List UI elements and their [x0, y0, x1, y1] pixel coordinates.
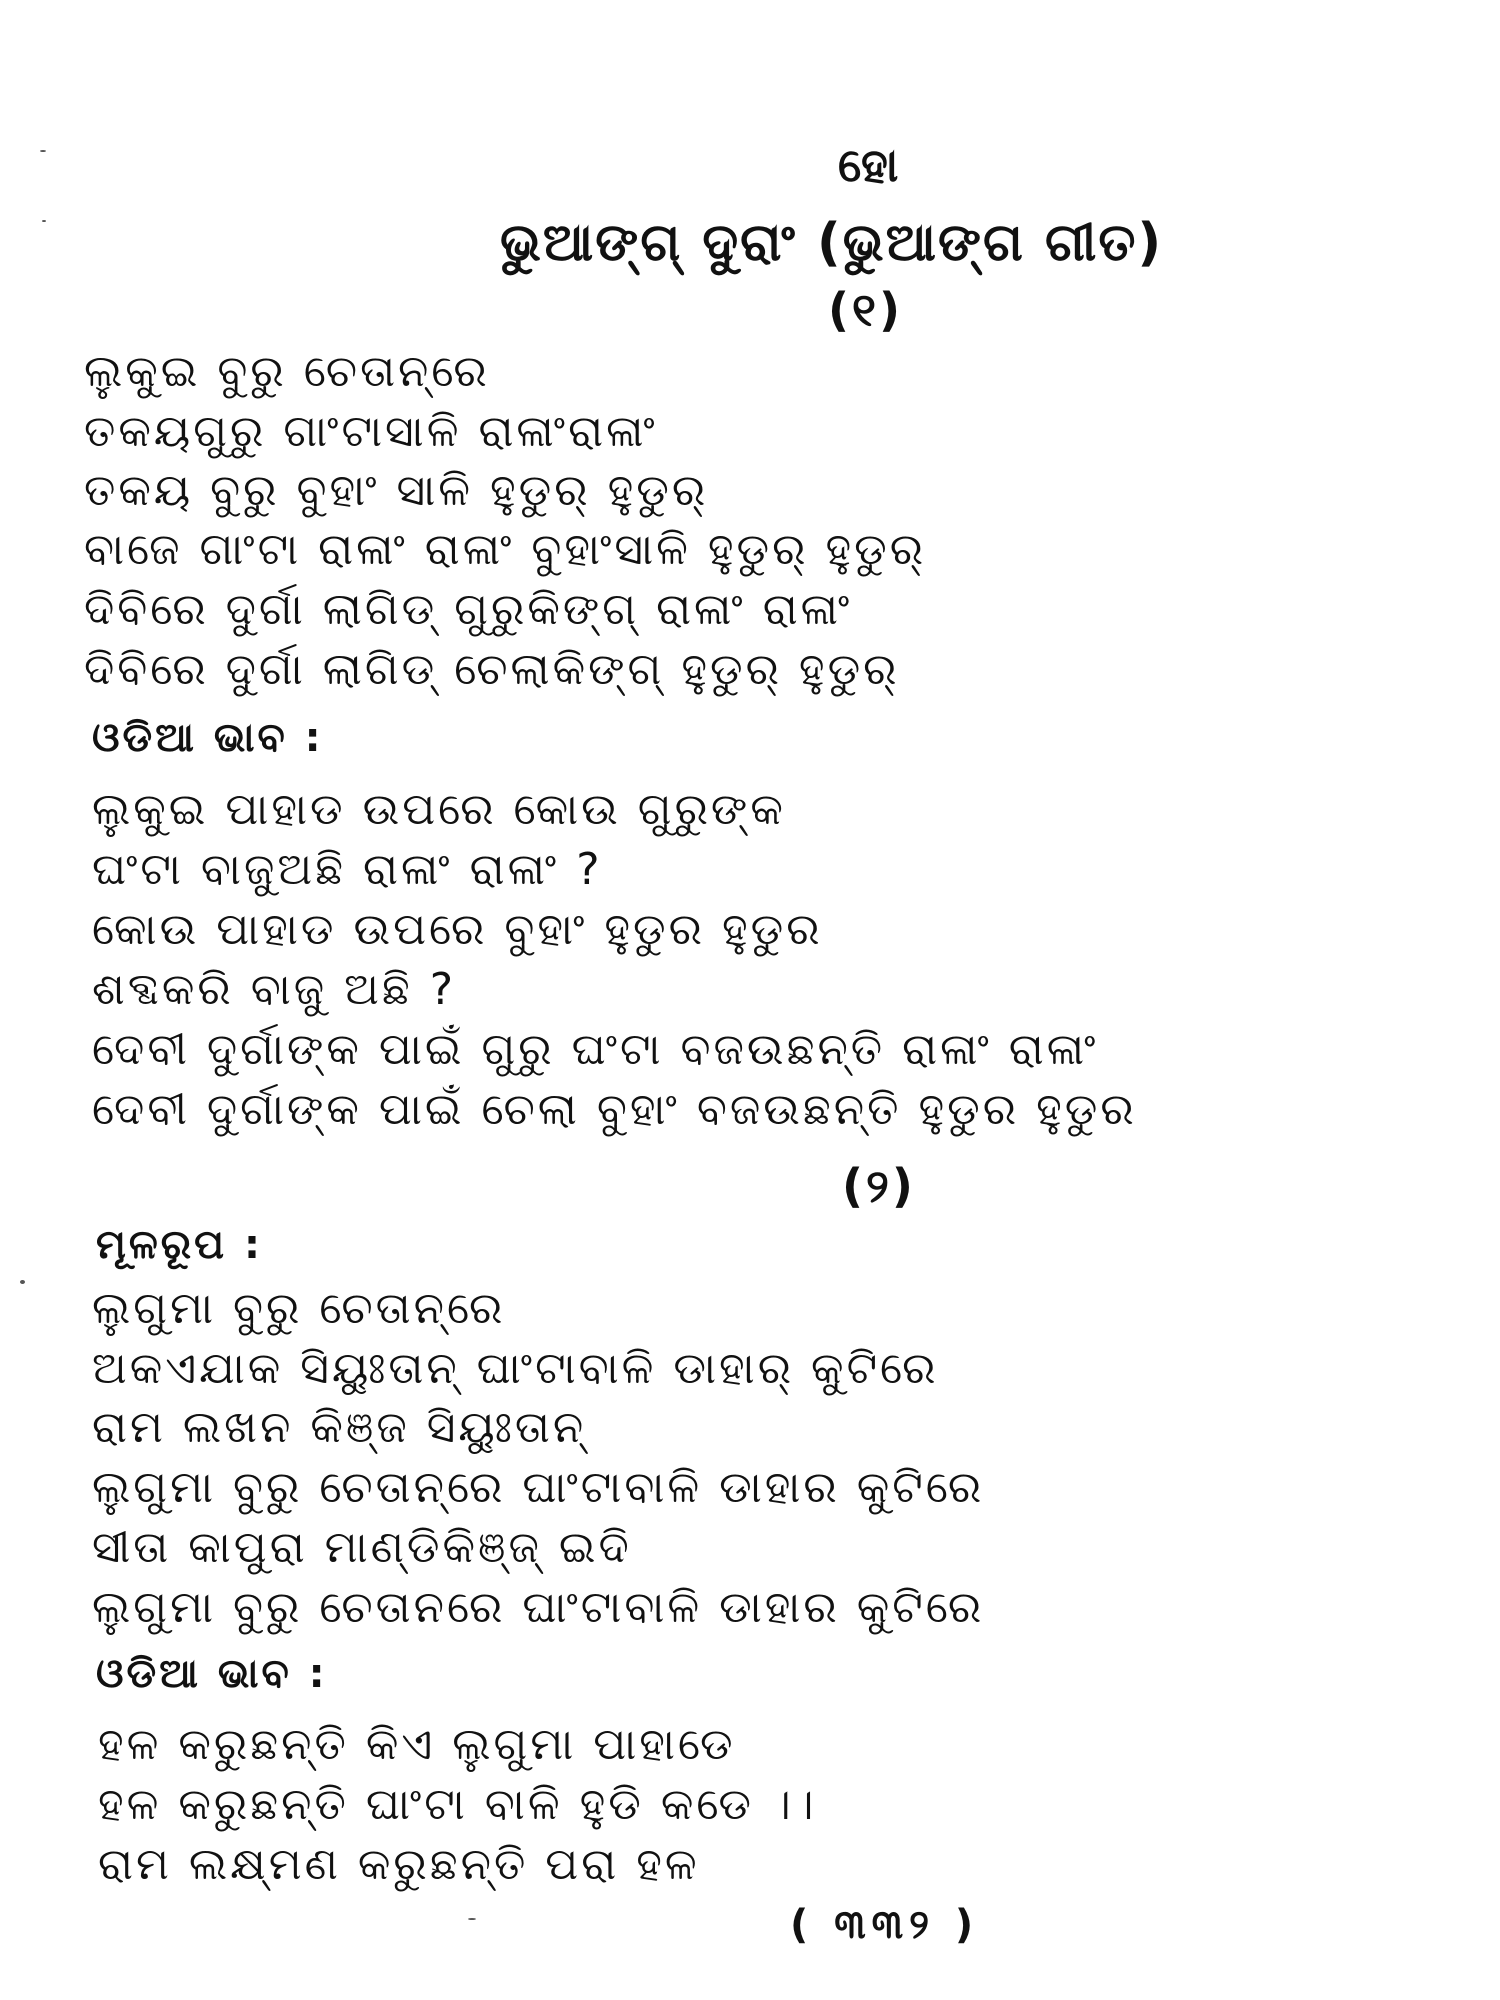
translation-line: ଦେବୀ ଦୁର୍ଗାଙ୍କ ପାଇଁ ଗୁରୁ ଘଂଟା ବଜଉଛନ୍ତି ରାଳାଂ ରାଳାଂ	[92, 1024, 1099, 1075]
original-form-heading: ମୂଳରୂପ :	[96, 1222, 263, 1268]
verse-line: ଲୁକୁଇ ବୁରୁ ଚେତାନ୍‌ରେ	[84, 346, 490, 397]
translation-line: ଲୁକୁଇ ପାହାଡ ଉପରେ କୋଉ ଗୁରୁଙ୍କ	[92, 784, 786, 835]
verse-line: ଦିବିରେ ଦୁର୍ଗା ଲାଗିଡ୍ ଚେଲାକିଙ୍ଗ୍ ହୁଡୁର୍ ହୁଡୁର୍	[84, 644, 900, 695]
scan-speck	[40, 150, 46, 152]
section-number: (୨)	[842, 1159, 916, 1213]
section-number: (୧)	[828, 283, 904, 337]
translation-line: ରାମ ଲକ୍ଷ୍ମଣ କରୁଛନ୍ତି ପରା ହଳ	[98, 1839, 700, 1890]
verse-line: ସୀତା କାପୁରା ମାଣ୍ଡିକିଞ୍ଜ୍ ଇଦି	[92, 1522, 632, 1573]
scan-speck	[20, 1280, 25, 1284]
verse-line: ତକୟଗୁରୁ ଗାଂଟାସାଳି ରାଳାଂରାଳାଂ	[84, 406, 658, 457]
verse-line: ଦିବିରେ ଦୁର୍ଗା ଲାଗିଡ୍ ଗୁରୁକିଙ୍ଗ୍ ରାଳାଂ ରାଳାଂ	[84, 584, 853, 635]
main-title: ଭୁଆଙ୍ଗ୍ ଦୁରାଂ (ଭୁଆଙ୍ଗ ଗୀତ)	[500, 213, 1164, 273]
translation-line: କୋଉ ପାହାଡ ଉପରେ ବୁହାଂ ହୁଡୁର ହୁଡୁର	[92, 904, 823, 955]
verse-line: ତକୟ ବୁରୁ ବୁହାଂ ସାଳି ହୁଡୁର୍ ହୁଡୁର୍	[84, 465, 709, 516]
translation-line: ଘଂଟା ବାଜୁଅଛି ରାଳାଂ ରାଳାଂ ?	[92, 844, 603, 895]
scan-speck	[42, 220, 46, 222]
verse-line: ଲୁଗୁମା ବୁରୁ ଚେତାନ୍‌ରେ ଘାଂଟାବାଳି ଡାହାର କୁଟିରେ	[92, 1462, 985, 1513]
verse-line: ବାଜେ ଗାଂଟା ରାଳାଂ ରାଳାଂ ବୁହାଂସାଳି ହୁଡୁର୍ ହୁଡୁର୍	[84, 524, 927, 575]
translation-line: ଦେବୀ ଦୁର୍ଗାଙ୍କ ପାଇଁ ଚେଲା ବୁହାଂ ବଜଉଛନ୍ତି ହୁଡୁର ହୁଡୁର	[92, 1084, 1137, 1135]
verse-line: ଲୁଗୁମା ବୁରୁ ଚେତାନରେ ଘାଂଟାବାଳି ଡାହାର କୁଟିରେ	[92, 1582, 985, 1633]
scan-speck	[468, 1918, 476, 1920]
verse-line: ରାମ ଲଖନ କିଞ୍ଜ ସିୟୁଃତାନ୍	[92, 1402, 587, 1453]
verse-line: ଲୁଗୁମା ବୁରୁ ଚେତାନ୍‌ରେ	[92, 1283, 506, 1334]
page-number: ( ୩୩୨ )	[790, 1902, 980, 1948]
odia-meaning-heading: ଓଡିଆ ଭାବ :	[92, 715, 324, 761]
translation-line: ହଳ କରୁଛନ୍ତି କିଏ ଲୁଗୁମା ପାହାଡେ	[98, 1719, 736, 1770]
translation-line: ହଳ କରୁଛନ୍ତି ଘାଂଟା ବାଳି ହୁଡି କଡେ ।।	[98, 1779, 817, 1830]
odia-meaning-heading: ଓଡିଆ ଭାବ :	[96, 1651, 328, 1697]
verse-line: ଅକଏଯାକ ସିୟୁଃତାନ୍ ଘାଂଟାବାଳି ଡାହାର୍ କୁଟିରେ	[92, 1343, 939, 1394]
translation-line: ଶବ୍ଦକରି ବାଜୁ ଅଛି ?	[92, 964, 457, 1015]
page-title: ହୋ	[838, 138, 902, 192]
